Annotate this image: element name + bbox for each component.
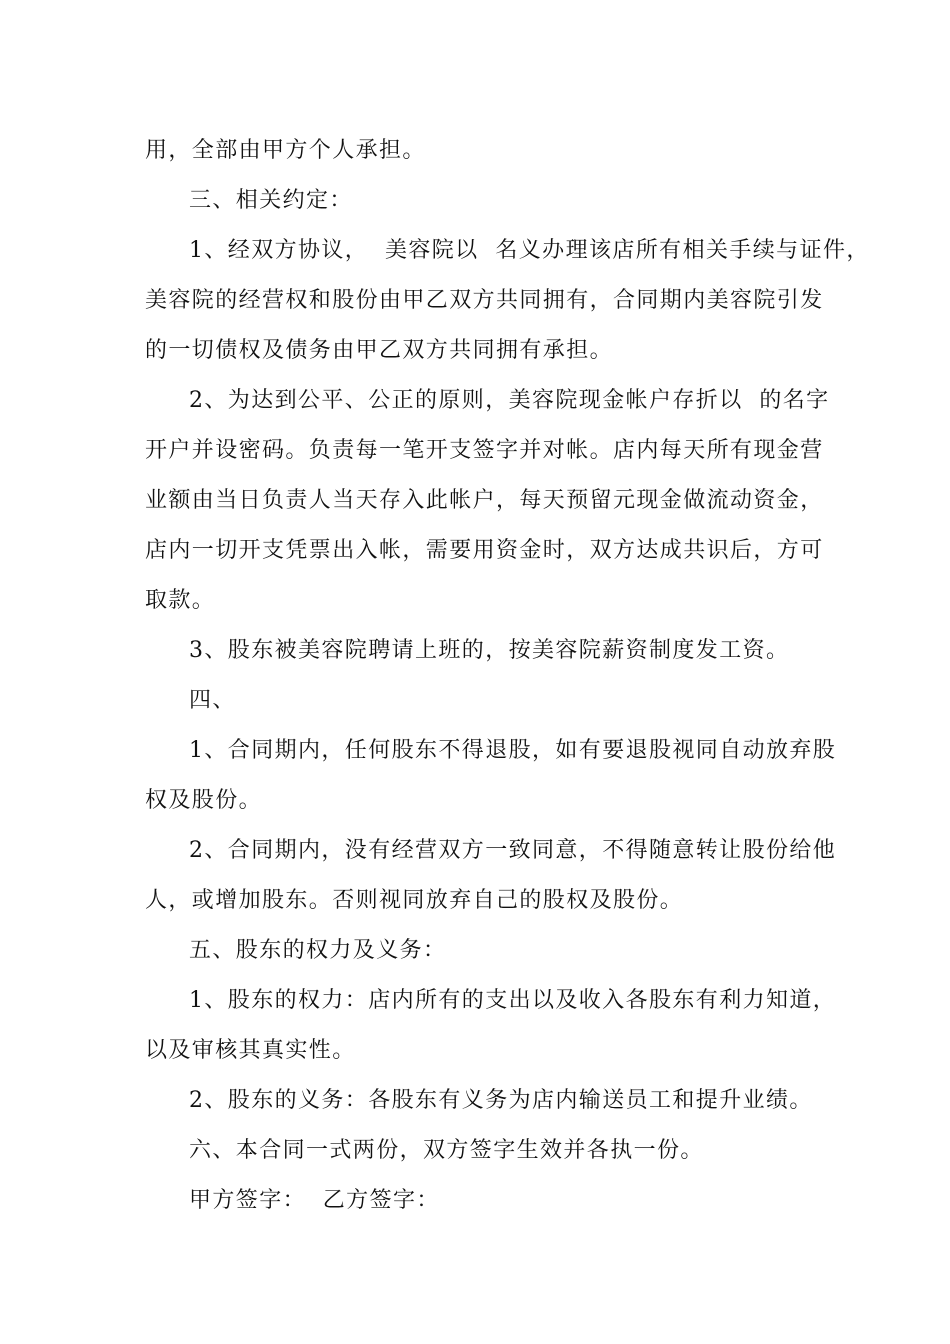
section-heading: 五、股东的权力及义务： (189, 938, 447, 963)
text-line: 六、本合同一式两份，双方签字生效并各执一份。 (189, 1138, 704, 1163)
text-line: 业额由当日负责人当天存入此帐户，每天预留元现金做流动资金， (145, 488, 824, 513)
text-line: 2、合同期内，没有经营双方一致同意，不得随意转让股份给他 (189, 838, 837, 863)
text-line: 的一切债权及债务由甲乙双方共同拥有承担。 (145, 338, 614, 363)
text-line: 2、为达到公平、公正的原则，美容院现金帐户存折以 的名字 (189, 388, 830, 413)
text-line: 3、股东被美容院聘请上班的，按美容院薪资制度发工资。 (189, 638, 790, 663)
text-line: 2、股东的义务：各股东有义务为店内输送员工和提升业绩。 (189, 1088, 813, 1113)
text-line: 取款。 (145, 588, 216, 613)
text-line: 店内一切开支凭票出入帐，需要用资金时，双方达成共识后，方可 (145, 538, 824, 563)
text-line: 1、股东的权力：店内所有的支出以及收入各股东有利力知道， (189, 988, 837, 1013)
section-heading: 四、 (189, 688, 236, 713)
text-line: 开户并设密码。负责每一笔开支签字并对帐。店内每天所有现金营 (145, 438, 824, 463)
text-line: 用，全部由甲方个人承担。 (145, 138, 426, 163)
section-heading: 三、相关约定： (189, 188, 353, 213)
text-line: 1、经双方协议， 美容院以 名义办理该店所有相关手续与证件， (189, 238, 870, 263)
text-line: 权及股份。 (145, 788, 263, 813)
text-line: 以及审核其真实性。 (145, 1038, 356, 1063)
text-line: 1、合同期内，任何股东不得退股，如有要退股视同自动放弃股 (189, 738, 837, 763)
text-line: 人，或增加股东。否则视同放弃自己的股权及股份。 (145, 888, 684, 913)
text-line: 美容院的经营权和股份由甲乙双方共同拥有，合同期内美容院引发 (145, 288, 824, 313)
signature-line: 甲方签字： 乙方签字： (189, 1188, 440, 1213)
